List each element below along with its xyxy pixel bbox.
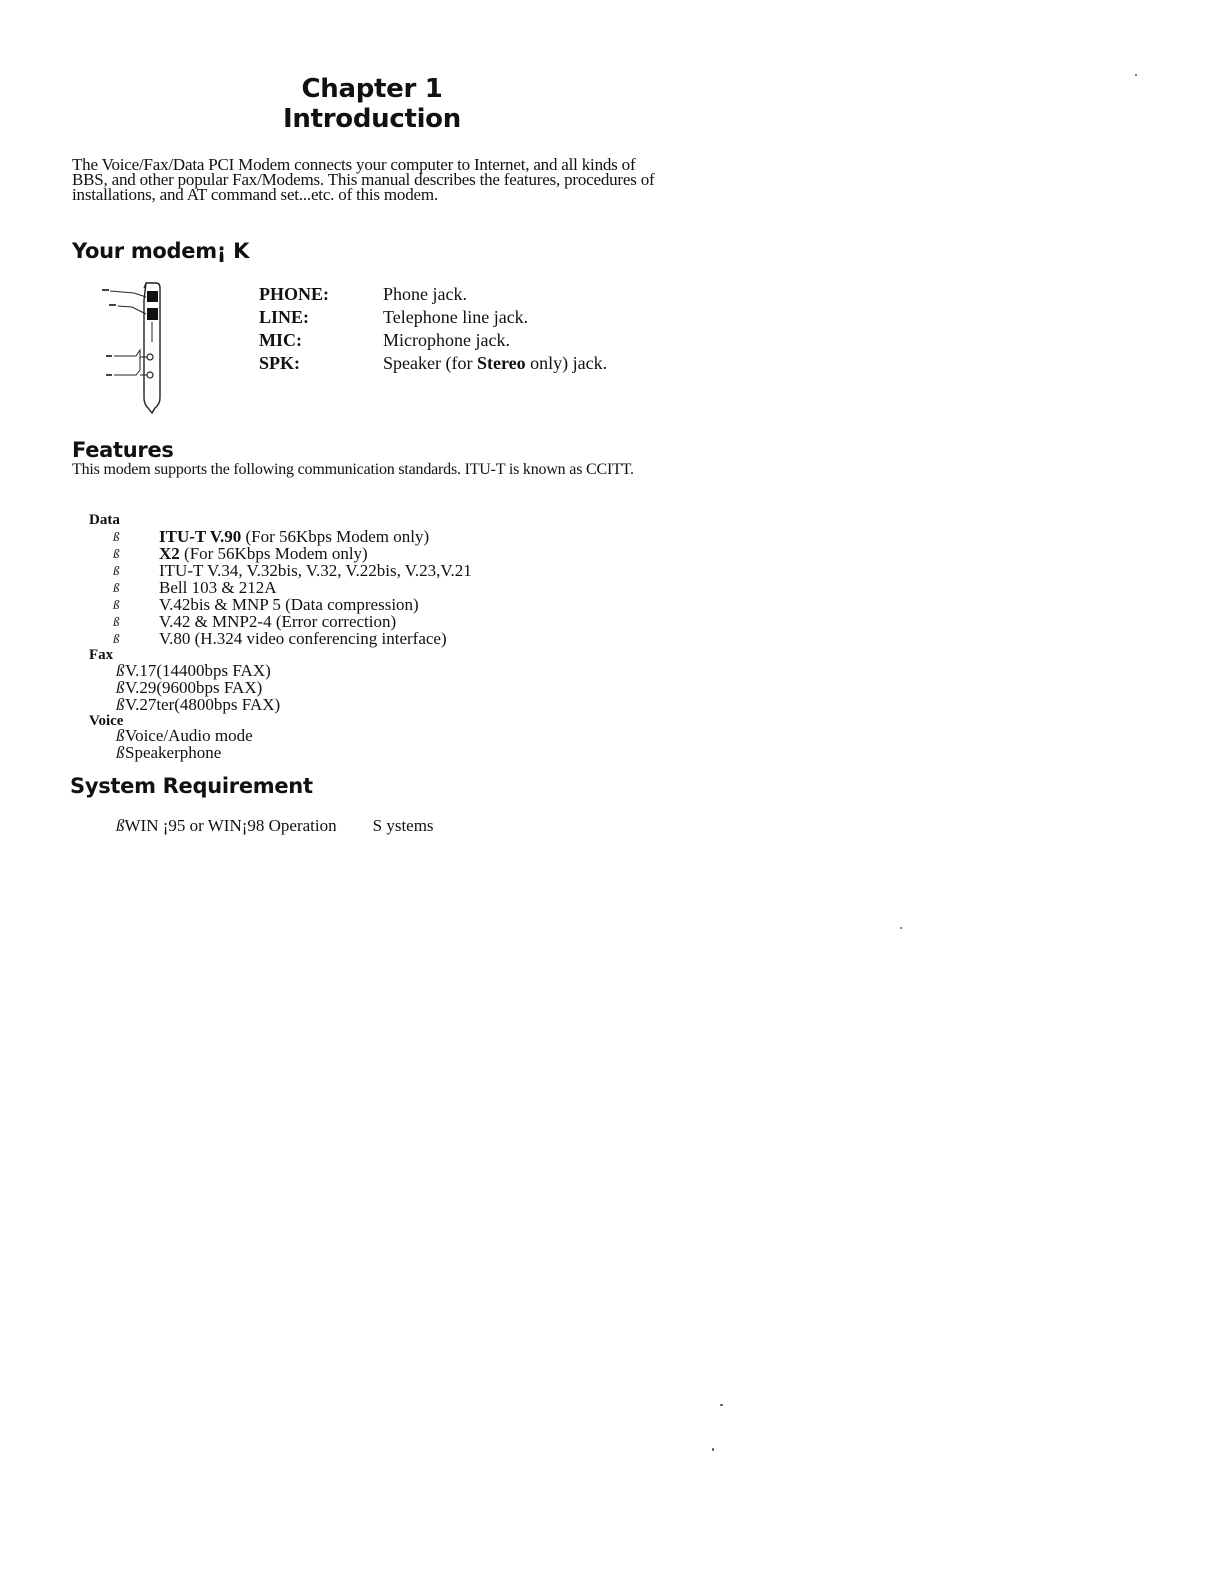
- pen-bullet-icon: ß: [113, 546, 120, 561]
- port-description: Speaker (for Stereo only) jack.: [383, 353, 608, 373]
- list-item: ßV.27ter(4800bps FAX): [116, 695, 281, 714]
- scan-speck: [1135, 74, 1137, 76]
- port-label: PHONE:: [259, 284, 329, 304]
- port-table: [259, 283, 679, 375]
- pen-bullet-icon: ß: [113, 563, 120, 578]
- features-description: This modem supports the following communication standards. ITU-T is known as CCITT.: [72, 461, 634, 478]
- pen-bullet-icon: ß: [116, 678, 125, 697]
- port-description: Phone jack.: [383, 284, 467, 304]
- system-requirement-heading: System Requirement: [70, 774, 313, 798]
- voice-features-list: [116, 727, 253, 761]
- pen-bullet-icon: ß: [113, 580, 120, 595]
- port-row-line: [259, 306, 679, 329]
- pen-bullet-icon: ß: [116, 695, 125, 714]
- intro-paragraph: The Voice/Fax/Data PCI Modem connects your computer to Internet, and all kinds of BBS, and other popular Fax/Modems. This manual describes the features, procedures of installations, and AT command set...etc. of this modem.: [72, 155, 655, 204]
- system-requirement-item: ßWIN ¡95 or WIN¡98 Operation S ystems: [116, 816, 434, 835]
- pen-bullet-icon: ß: [116, 726, 125, 745]
- port-label: SPK:: [259, 353, 301, 373]
- port-row-spk: [259, 352, 679, 375]
- voice-subheading: Voice: [89, 713, 124, 729]
- list-item: ßV.17(14400bps FAX): [116, 661, 271, 680]
- pen-bullet-icon: ß: [116, 816, 125, 835]
- pen-bullet-icon: ß: [116, 661, 125, 680]
- port-label: LINE:: [259, 307, 310, 327]
- data-subheading: Data: [89, 512, 120, 528]
- pen-bullet-icon: ß: [113, 597, 120, 612]
- modem-bracket-illustration: [100, 280, 170, 420]
- pen-bullet-icon: ß: [113, 631, 120, 646]
- port-description: Telephone line jack.: [383, 307, 529, 327]
- pen-bullet-icon: ß: [116, 743, 125, 762]
- list-item: ßVoice/Audio mode: [116, 726, 253, 745]
- pen-bullet-icon: ß: [113, 614, 120, 629]
- chapter-number: Chapter 1: [301, 74, 443, 104]
- your-modem-heading: Your modem¡ K: [72, 239, 250, 263]
- list-item: ßV.29(9600bps FAX): [116, 678, 263, 697]
- list-item: ßSpeakerphone: [116, 743, 222, 762]
- chapter-title: Introduction: [283, 104, 461, 134]
- fax-standards-list: [116, 662, 280, 713]
- scan-speck: [712, 1448, 714, 1451]
- port-description: Microphone jack.: [383, 330, 510, 350]
- port-row-phone: [259, 283, 679, 306]
- features-heading: Features: [72, 438, 174, 462]
- scan-speck: [900, 927, 902, 929]
- port-label: MIC:: [259, 330, 302, 350]
- fax-subheading: Fax: [89, 647, 114, 663]
- port-row-mic: [259, 329, 679, 352]
- pen-bullet-icon: ß: [113, 529, 120, 544]
- scan-speck: [720, 1404, 723, 1406]
